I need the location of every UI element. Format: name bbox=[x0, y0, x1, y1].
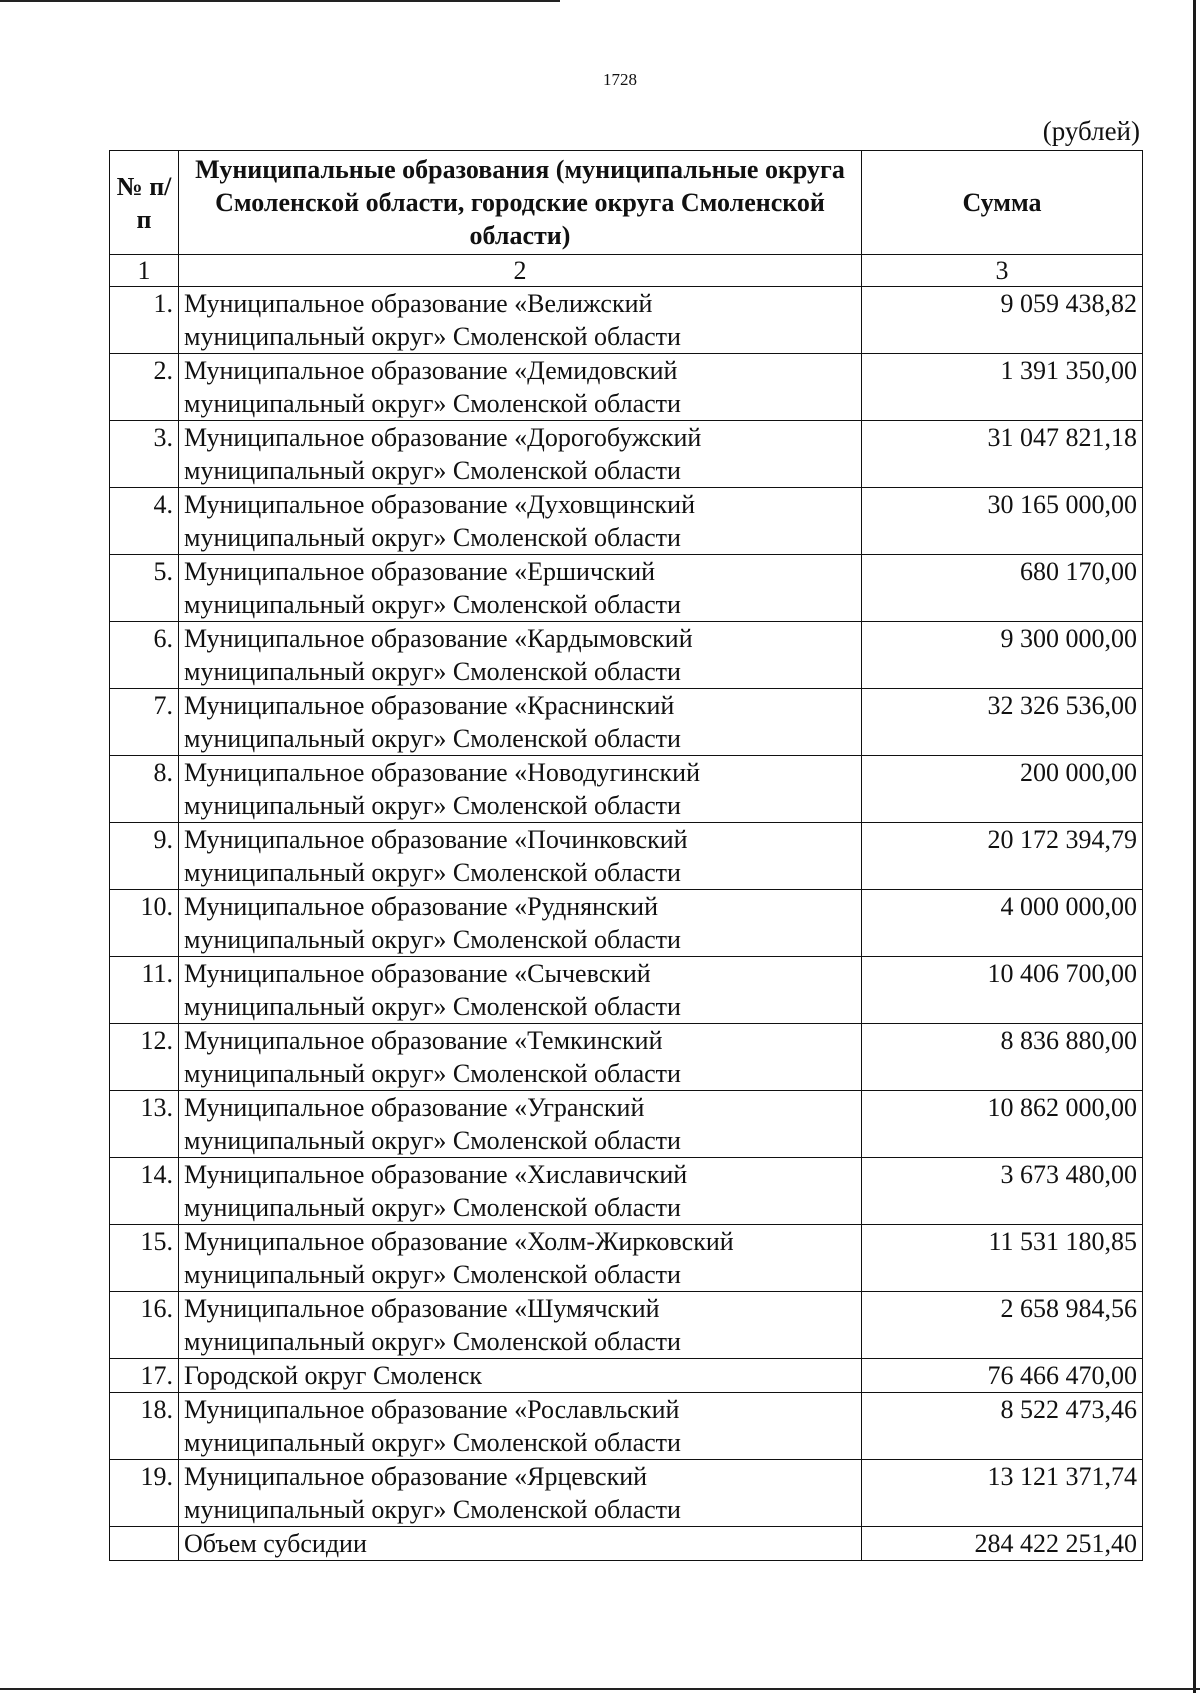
table-row bbox=[110, 823, 1143, 890]
row-sum: 9 059 438,82 bbox=[862, 287, 1143, 354]
municipality-name-line-2: муниципальный округ» Смоленской области bbox=[184, 992, 681, 1021]
row-sum: 32 326 536,00 bbox=[862, 689, 1143, 756]
municipality-name-line-1: Муниципальное образование «Хиславичский bbox=[184, 1160, 688, 1189]
table-row bbox=[110, 1225, 1143, 1292]
header-num: № п/п bbox=[110, 151, 179, 255]
row-sum: 1 391 350,00 bbox=[862, 354, 1143, 421]
municipality-name-line-1: Муниципальное образование «Дорогобужский bbox=[184, 423, 702, 452]
municipality-name-line-2: муниципальный округ» Смоленской области bbox=[184, 523, 681, 552]
row-municipality bbox=[179, 689, 862, 756]
municipality-name-line-2: муниципальный округ» Смоленской области bbox=[184, 1327, 681, 1356]
total-sum: 284 422 251,40 bbox=[862, 1527, 1143, 1561]
row-municipality bbox=[179, 890, 862, 957]
row-municipality bbox=[179, 756, 862, 823]
table-row bbox=[110, 1091, 1143, 1158]
row-municipality bbox=[179, 1292, 862, 1359]
row-number: 10. bbox=[110, 890, 179, 957]
municipality-name-line-2: муниципальный округ» Смоленской области bbox=[184, 322, 681, 351]
row-municipality bbox=[179, 1091, 862, 1158]
municipality-name-line-2: муниципальный округ» Смоленской области bbox=[184, 1126, 681, 1155]
municipality-name-line-1: Муниципальное образование «Демидовский bbox=[184, 356, 678, 385]
table-row bbox=[110, 1393, 1143, 1460]
municipality-name-line-1: Муниципальное образование «Починковский bbox=[184, 825, 688, 854]
scan-edge-bottom bbox=[0, 1688, 1200, 1690]
table-row bbox=[110, 354, 1143, 421]
row-number: 1. bbox=[110, 287, 179, 354]
table-row bbox=[110, 957, 1143, 1024]
row-sum: 680 170,00 bbox=[862, 555, 1143, 622]
table-row bbox=[110, 890, 1143, 957]
row-municipality bbox=[179, 1460, 862, 1527]
municipality-name-line-2: муниципальный округ» Смоленской области bbox=[184, 724, 681, 753]
subsidy-table bbox=[109, 150, 1143, 1561]
row-sum: 20 172 394,79 bbox=[862, 823, 1143, 890]
page-number: 1728 bbox=[603, 70, 637, 89]
row-number: 9. bbox=[110, 823, 179, 890]
municipality-name-line-1: Муниципальное образование «Ершичский bbox=[184, 557, 656, 586]
table-row bbox=[110, 756, 1143, 823]
row-number: 13. bbox=[110, 1091, 179, 1158]
row-number: 11. bbox=[110, 957, 179, 1024]
row-municipality bbox=[179, 555, 862, 622]
row-sum: 8 836 880,00 bbox=[862, 1024, 1143, 1091]
table-row bbox=[110, 287, 1143, 354]
municipality-name-line-2: муниципальный округ» Смоленской области bbox=[184, 791, 681, 820]
total-num-cell bbox=[110, 1527, 179, 1561]
municipality-name-line-1: Муниципальное образование «Угранский bbox=[184, 1093, 645, 1122]
row-sum: 10 406 700,00 bbox=[862, 957, 1143, 1024]
row-number: 5. bbox=[110, 555, 179, 622]
column-index-3: 3 bbox=[862, 255, 1143, 287]
column-index-1: 1 bbox=[110, 255, 179, 287]
table-row bbox=[110, 689, 1143, 756]
column-index-2: 2 bbox=[179, 255, 862, 287]
row-municipality bbox=[179, 354, 862, 421]
municipality-name-line-1: Муниципальное образование «Темкинский bbox=[184, 1026, 663, 1055]
row-number: 4. bbox=[110, 488, 179, 555]
municipality-name-line-2: муниципальный округ» Смоленской области bbox=[184, 389, 681, 418]
row-municipality bbox=[179, 1393, 862, 1460]
municipality-name-line-2: муниципальный округ» Смоленской области bbox=[184, 925, 681, 954]
municipality-name-line-1: Муниципальное образование «Холм-Жирковский bbox=[184, 1227, 734, 1256]
row-number: 7. bbox=[110, 689, 179, 756]
row-municipality bbox=[179, 287, 862, 354]
table-row bbox=[110, 1460, 1143, 1527]
row-municipality bbox=[179, 1158, 862, 1225]
municipality-name-line-2: муниципальный округ» Смоленской области bbox=[184, 1193, 681, 1222]
row-number: 17. bbox=[110, 1359, 179, 1393]
scan-edge-top bbox=[0, 0, 560, 2]
row-sum: 8 522 473,46 bbox=[862, 1393, 1143, 1460]
row-sum: 3 673 480,00 bbox=[862, 1158, 1143, 1225]
row-number: 6. bbox=[110, 622, 179, 689]
row-municipality bbox=[179, 488, 862, 555]
total-label: Объем субсидии bbox=[179, 1527, 862, 1561]
table-header-row bbox=[110, 151, 1143, 255]
row-sum: 76 466 470,00 bbox=[862, 1359, 1143, 1393]
municipality-name-line-1: Муниципальное образование «Шумячский bbox=[184, 1294, 660, 1323]
municipality-name-line-1: Муниципальное образование «Велижский bbox=[184, 289, 653, 318]
row-sum: 2 658 984,56 bbox=[862, 1292, 1143, 1359]
municipality-name-line-1: Муниципальное образование «Рославльский bbox=[184, 1395, 680, 1424]
row-municipality bbox=[179, 1024, 862, 1091]
municipality-name-line-2: муниципальный округ» Смоленской области bbox=[184, 456, 681, 485]
column-index-row bbox=[110, 255, 1143, 287]
row-sum: 200 000,00 bbox=[862, 756, 1143, 823]
row-number: 12. bbox=[110, 1024, 179, 1091]
row-sum: 4 000 000,00 bbox=[862, 890, 1143, 957]
row-municipality bbox=[179, 1359, 862, 1393]
municipality-name-line-1: Муниципальное образование «Сычевский bbox=[184, 959, 651, 988]
row-municipality bbox=[179, 421, 862, 488]
municipality-name-line-2: муниципальный округ» Смоленской области bbox=[184, 657, 681, 686]
table-body bbox=[110, 287, 1143, 1527]
header-name: Муниципальные образования (муниципальные округа Смоленской области, городские округа Смоленской области) bbox=[179, 151, 862, 255]
municipality-name-line-2: муниципальный округ» Смоленской области bbox=[184, 1059, 681, 1088]
municipality-name-line-1: Муниципальное образование «Кардымовский bbox=[184, 624, 693, 653]
municipality-name-line-1: Муниципальное образование «Ярцевский bbox=[184, 1462, 648, 1491]
row-number: 19. bbox=[110, 1460, 179, 1527]
table-row bbox=[110, 622, 1143, 689]
row-number: 15. bbox=[110, 1225, 179, 1292]
municipality-name-line-1: Муниципальное образование «Краснинский bbox=[184, 691, 675, 720]
scan-edge-right bbox=[1193, 0, 1196, 1693]
municipality-name-line-2: муниципальный округ» Смоленской области bbox=[184, 1260, 681, 1289]
table-row bbox=[110, 555, 1143, 622]
municipality-name-line-1: Муниципальное образование «Духовщинский bbox=[184, 490, 696, 519]
municipality-name-line-2: муниципальный округ» Смоленской области bbox=[184, 1428, 681, 1457]
municipality-name-line-1: Городской округ Смоленск bbox=[184, 1361, 482, 1390]
municipality-name-line-1: Муниципальное образование «Руднянский bbox=[184, 892, 658, 921]
row-sum: 11 531 180,85 bbox=[862, 1225, 1143, 1292]
table-row bbox=[110, 1359, 1143, 1393]
total-row bbox=[110, 1527, 1143, 1561]
table-row bbox=[110, 1158, 1143, 1225]
table-row bbox=[110, 421, 1143, 488]
municipality-name-line-2: муниципальный округ» Смоленской области bbox=[184, 858, 681, 887]
row-municipality bbox=[179, 1225, 862, 1292]
row-number: 3. bbox=[110, 421, 179, 488]
row-sum: 30 165 000,00 bbox=[862, 488, 1143, 555]
row-sum: 9 300 000,00 bbox=[862, 622, 1143, 689]
municipality-name-line-1: Муниципальное образование «Новодугинский bbox=[184, 758, 700, 787]
row-number: 18. bbox=[110, 1393, 179, 1460]
table-row bbox=[110, 488, 1143, 555]
row-number: 14. bbox=[110, 1158, 179, 1225]
row-sum: 10 862 000,00 bbox=[862, 1091, 1143, 1158]
row-municipality bbox=[179, 957, 862, 1024]
row-number: 16. bbox=[110, 1292, 179, 1359]
municipality-name-line-2: муниципальный округ» Смоленской области bbox=[184, 590, 681, 619]
municipality-name-line-2: муниципальный округ» Смоленской области bbox=[184, 1495, 681, 1524]
row-number: 8. bbox=[110, 756, 179, 823]
header-sum: Сумма bbox=[862, 151, 1143, 255]
row-sum: 31 047 821,18 bbox=[862, 421, 1143, 488]
row-number: 2. bbox=[110, 354, 179, 421]
table-row bbox=[110, 1024, 1143, 1091]
row-municipality bbox=[179, 823, 862, 890]
units-label: (рублей) bbox=[1042, 116, 1140, 146]
table-row bbox=[110, 1292, 1143, 1359]
row-municipality bbox=[179, 622, 862, 689]
row-sum: 13 121 371,74 bbox=[862, 1460, 1143, 1527]
